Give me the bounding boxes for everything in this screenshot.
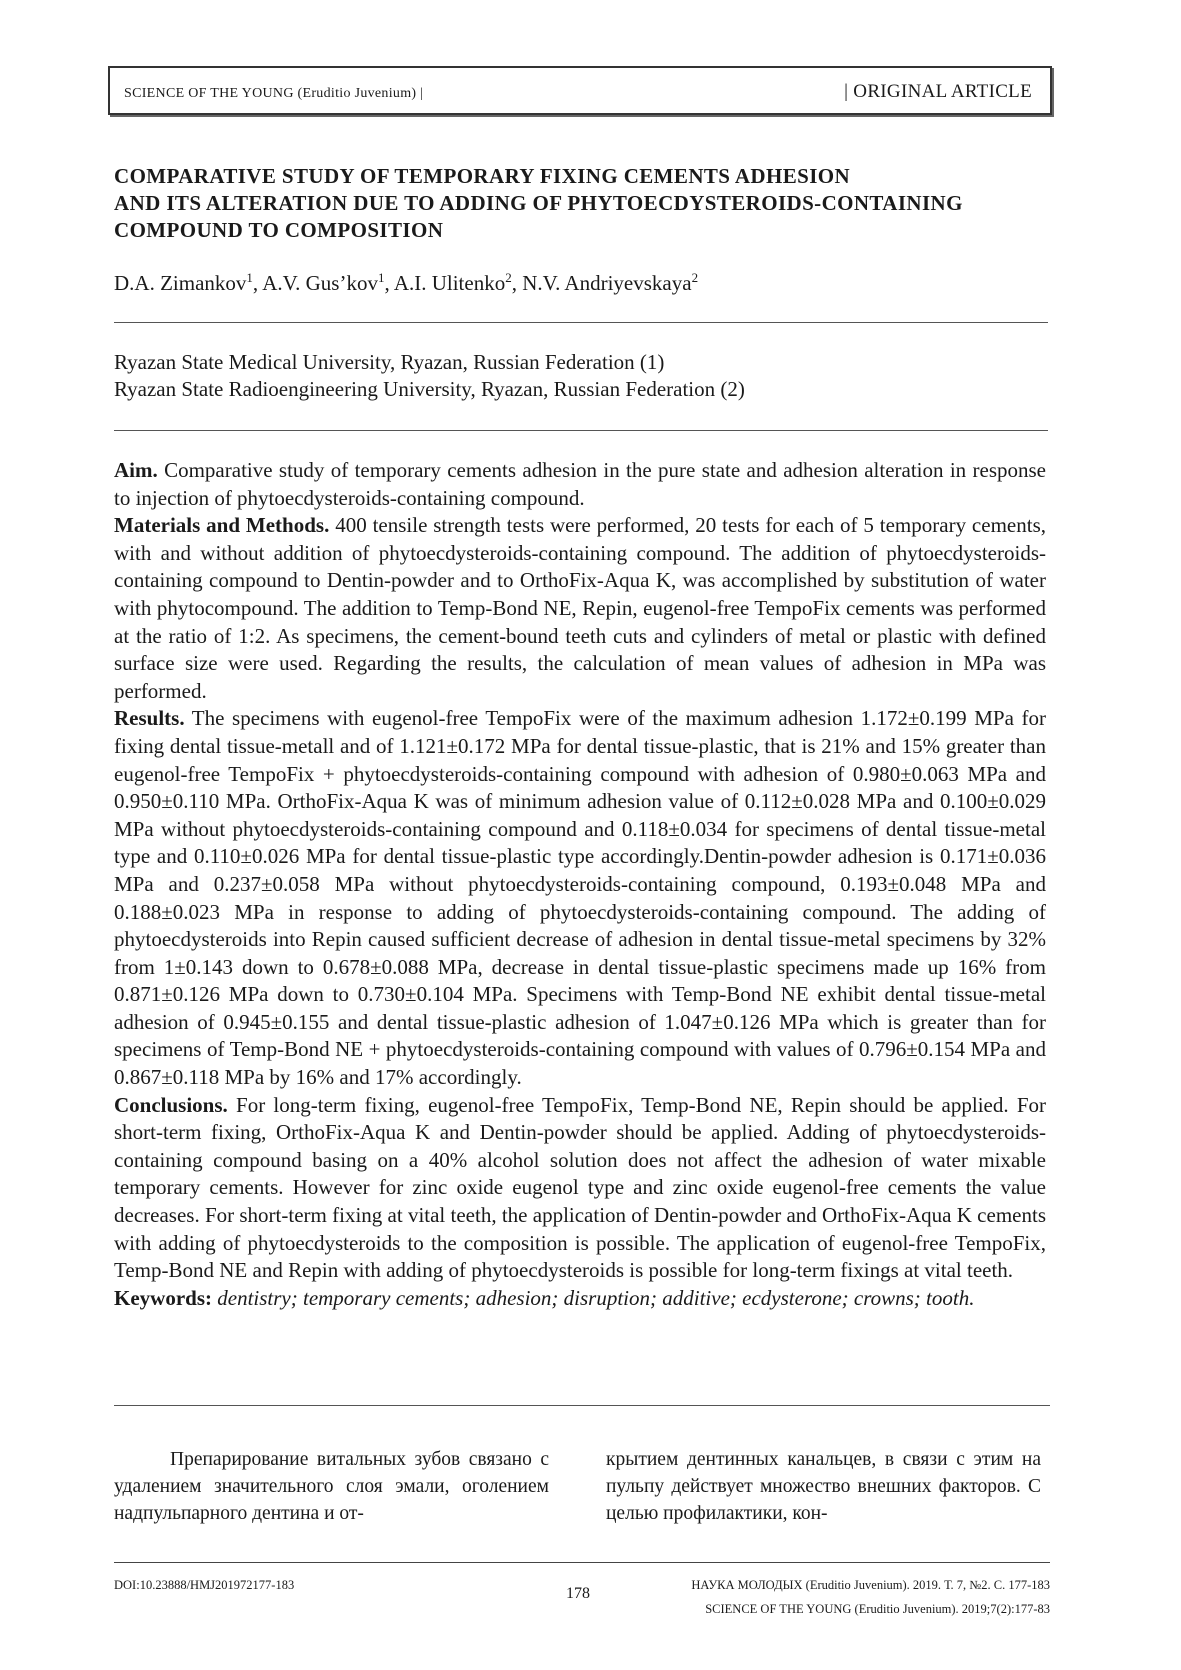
- author-affiliation-mark: 1: [246, 270, 253, 285]
- author-separator: ,: [384, 271, 394, 295]
- citation-en: SCIENCE OF THE YOUNG (Eruditio Juvenium). 2019;7(2):177-83: [705, 1602, 1050, 1616]
- author-separator: ,: [511, 271, 523, 295]
- abstract-aim-text: Comparative study of temporary cements adhesion in the pure state and adhesion alteration in response to injection of phytoecdysteroids-containing compound.: [114, 458, 1046, 510]
- divider: [114, 322, 1048, 323]
- journal-header: [108, 66, 1052, 115]
- divider: [114, 1405, 1050, 1406]
- abstract-conclusions-label: Conclusions.: [114, 1092, 228, 1117]
- author-name: D.A. Zimankov: [114, 271, 247, 295]
- abstract-methods-text: 400 tensile strength tests were performed, 20 tests for each of 5 temporary cements, with and without addition of phytoecdysteroids-containing compound. The addition of phytoecdysteroids-containing compound to Dentin-powder and to OrthoFix-Aqua K, was accomplished by substitution of water with phytocompound. The addition to Temp-Bond NE, Repin, eugenol-free TempoFix cements was performed at the ratio of 1:2. As specimens, the cement-bound teeth cuts and cylinders of metal or plastic with defined surface size were used. Regarding the results, the calculation of mean values of adhesion in MPa was performed.: [114, 513, 1046, 703]
- abstract-methods: [114, 512, 1046, 705]
- journal-name: SCIENCE OF THE YOUNG (Eruditio Juvenium) |: [124, 86, 424, 101]
- abstract-results-text: The specimens with eugenol-free TempoFix were of the maximum adhesion 1.172±0.199 MPa for fixing dental tissue-metall and of 1.121±0.172 MPa for dental tissue-plastic, that is 21% and 15% greater than eugenol-free TempoFix + phytoecdysteroids-containing compound with adhesion of 0.980±0.063 MPa and 0.950±0.110 MPa. OrthoFix-Aqua K was of minimum adhesion value of 0.112±0.028 MPa and 0.100±0.029 MPa without phytoecdysteroids-containing compound and 0.118±0.034 for specimens of dental tissue-metal type and 0.110±0.026 MPa for dental tissue-plastic type accordingly.Dentin-powder adhesion is 0.171±0.036 MPa and 0.237±0.058 MPa without phytoecdysteroids-containing compound, 0.193±0.048 MPa and 0.188±0.023 MPa in response to adding of phytoecdysteroids-containing compound. The adding of phytoecdysteroids into Repin caused sufficient decrease of adhesion in dental tissue-metal specimens by 32% from 1±0.143 down to 0.678±0.088 MPa, decrease in dental tissue-plastic specimens made up 16% from 0.871±0.126 MPa down to 0.730±0.104 MPa. Specimens with Temp-Bond NE exhibit dental tissue-metal adhesion of 0.945±0.155 and dental tissue-plastic adhesion of 1.047±0.126 MPa which is greater than for specimens of Temp-Bond NE + phytoecdysteroids-containing compound with values of 0.796±0.154 MPa and 0.867±0.118 MPa by 16% and 17% accordingly.: [114, 706, 1046, 1090]
- doi-link[interactable]: DOI:10.23888/HMJ201972177-183: [114, 1578, 295, 1592]
- body-column-right: крытием дентинных канальцев, в связи с этим на пульпу действует множество внешних факторов. С целью профилактики, кон-: [606, 1449, 1041, 1524]
- abstract-conclusions: [114, 1092, 1046, 1285]
- author-name: A.V. Gus’kov: [262, 271, 378, 295]
- divider: [114, 430, 1048, 431]
- article-title: [114, 163, 1104, 244]
- affiliation: Ryazan State Medical University, Ryazan, Russian Federation (1): [114, 350, 665, 374]
- abstract-results-label: Results.: [114, 706, 185, 731]
- abstract-aim-label: Aim.: [114, 458, 158, 482]
- author-affiliation-mark: 2: [505, 270, 512, 285]
- abstract-conclusions-text: For long-term fixing, eugenol-free TempoFix, Temp-Bond NE, Repin should be applied. For short-term fixing, OrthoFix-Aqua K and Dentin-powder should be applied. Adding of phytoecdysteroids-containing compound basing on a 40% alcohol solution does not affect the adhesion of water mixable temporary cements. However for zinc oxide eugenol type and zinc oxide eugenol-free cements the value decreases. For short-term fixing at vital teeth, the application of Dentin-powder and OrthoFix-Aqua K cements with adding of phytoecdysteroids to the composition is possible. The application of eugenol-free TempoFix, Temp-Bond NE and Repin with adding of phytoecdysteroids is possible for long-term fixings at vital teeth.: [114, 1092, 1046, 1283]
- title-line: COMPARATIVE STUDY OF TEMPORARY FIXING CEMENTS ADHESION: [114, 164, 851, 188]
- affiliation: Ryazan State Radioengineering University, Ryazan, Russian Federation (2): [114, 377, 745, 401]
- author-affiliation-mark: 1: [377, 270, 385, 285]
- keywords-label: Keywords:: [114, 1285, 212, 1310]
- abstract-keywords: [114, 1285, 1046, 1313]
- author-name: N.V. Andriyevskaya: [522, 271, 692, 295]
- keywords-text: dentistry; temporary cements; adhesion; disruption; additive; ecdysterone; crowns; tooth.: [212, 1285, 975, 1310]
- footer-divider: [114, 1562, 1050, 1563]
- title-line: AND ITS ALTERATION DUE TO ADDING OF PHYTOECDYSTEROIDS-CONTAINING: [114, 191, 963, 215]
- citation-ru: НАУКА МОЛОДЫХ (Eruditio Juvenium). 2019. Т. 7, №2. С. 177-183: [691, 1578, 1050, 1592]
- abstract-results: [114, 705, 1046, 1091]
- author-list: [114, 270, 698, 296]
- body-column-left: Препарирование витальных зубов связано с удалением значительного слоя эмали, оголением надпульпарного дентина и от-: [114, 1449, 549, 1524]
- author-name: A.I. Ulitenko: [393, 271, 506, 295]
- title-line: COMPOUND TO COMPOSITION: [114, 218, 444, 242]
- abstract-methods-label: Materials and Methods.: [114, 513, 330, 538]
- section-label: | ORIGINAL ARTICLE: [844, 81, 1032, 102]
- abstract: [114, 457, 1046, 1312]
- author-separator: ,: [252, 271, 263, 295]
- page-number: 178: [566, 1585, 590, 1602]
- abstract-aim: [114, 457, 1046, 512]
- author-affiliation-mark: 2: [691, 270, 699, 285]
